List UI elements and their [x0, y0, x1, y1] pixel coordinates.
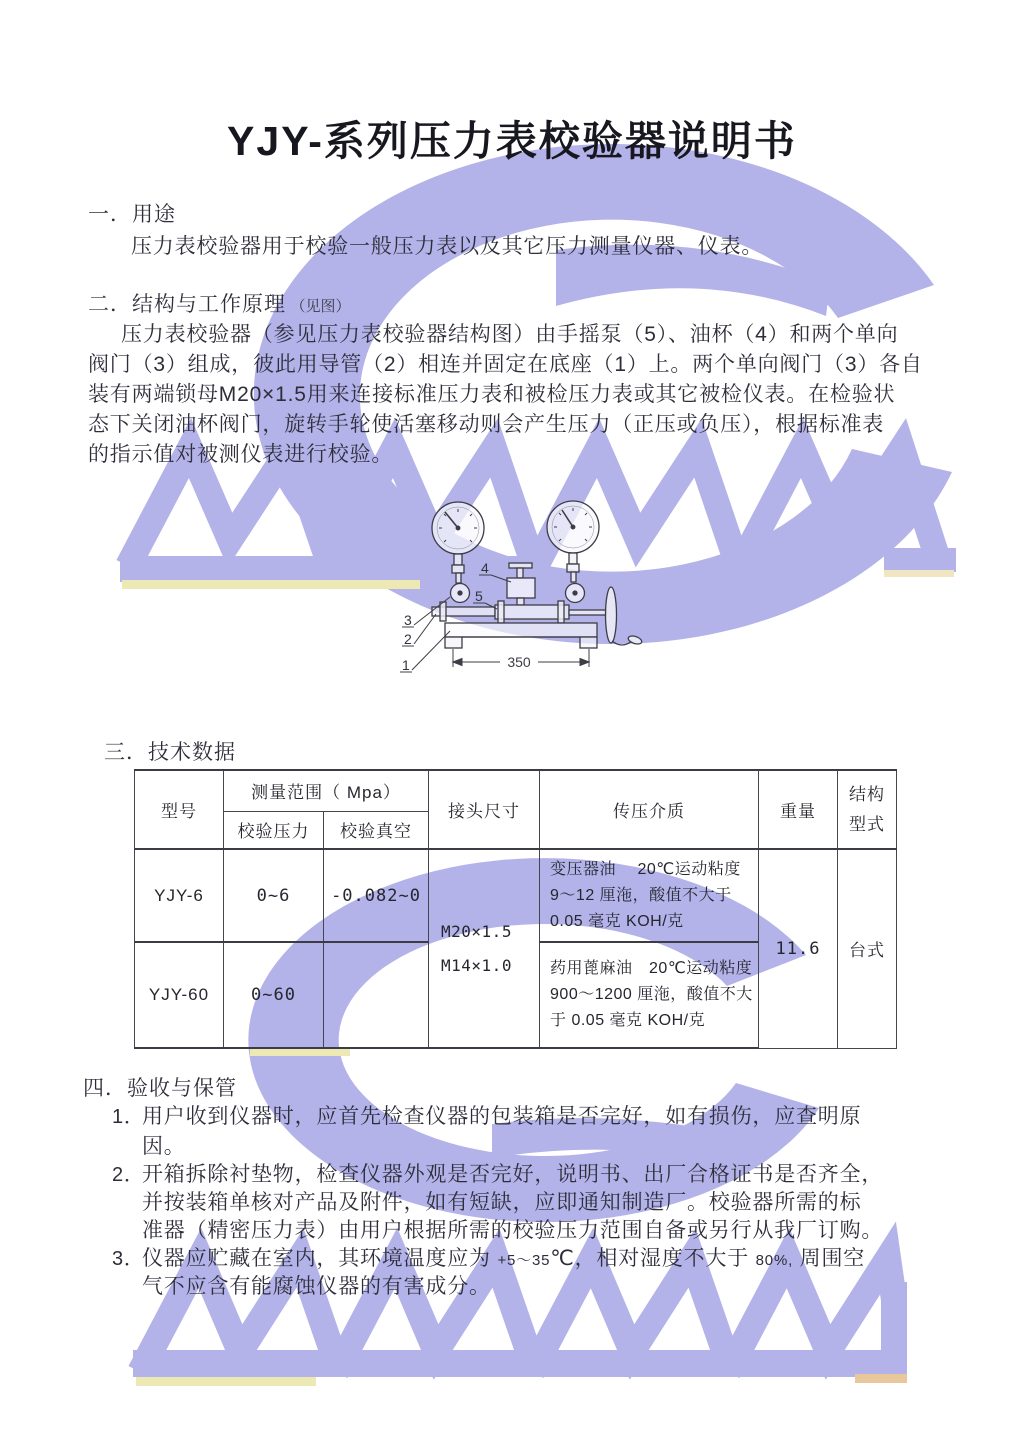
spec-table [134, 769, 897, 1049]
item3-seg5: 周围空 [793, 1247, 866, 1270]
section3-heading: 三．技术数据 [104, 741, 236, 764]
cell-pressure-yjy6: 0~6 [224, 849, 324, 942]
section2-line3: 装有两端锁母M20×1.5用来连接标准压力表和被检压力表或其它被检仪表。在检验状 [88, 383, 896, 406]
section2-line1: 压力表校验器（参见压力表校验器结构图）由手摇泵（5）、油杯（4）和两个单向 [121, 323, 899, 346]
section1-heading: 一．用途 [88, 203, 176, 226]
header-range-group: 测量范围（ Mpa） [224, 770, 429, 811]
storage-item1-line1 [112, 1100, 861, 1130]
medium-yjy6-line2: 9～12 厘沲，酸值不大于 [550, 886, 732, 904]
item3-seg3: ℃，相对湿度不大于 [550, 1247, 756, 1270]
cell-vacuum-yjy60 [324, 942, 429, 1048]
storage-item2-line3: 准器（精密压力表）由用户根据所需的校验压力范围自备或另行从我厂订购。 [142, 1219, 884, 1242]
storage-item3-line1 [112, 1242, 865, 1272]
section1-body: 压力表校验器用于校验一般压力表以及其它压力测量仪器、仪表。 [131, 235, 764, 258]
label-4: 4 [481, 560, 489, 576]
item2-number: 2． [112, 1164, 145, 1186]
label-2: 2 [404, 631, 412, 647]
dimension-350 [453, 649, 589, 670]
header-model: 型号 [135, 770, 224, 849]
storage-item3-line2: 气不应含有能腐蚀仪器的有害成分。 [142, 1275, 491, 1298]
oil-cup [507, 578, 535, 598]
item3-humidity: 80%, [755, 1252, 794, 1269]
medium-yjy60-line1: 药用蓖麻油 20℃运动粘度 [550, 960, 753, 977]
item2-text1: 开箱拆除衬垫物，检查仪器外观是否完好，说明书、出厂合格证书是否齐全， [142, 1163, 884, 1186]
label-3: 3 [404, 612, 412, 628]
cell-weight: 11.6 [759, 849, 838, 1048]
calibrator-structure-diagram [378, 483, 658, 688]
page-title: YJY-系列压力表校验器说明书 [227, 118, 797, 164]
item3-temp-range: +5～35 [497, 1252, 551, 1269]
section2-line2: 阀门（3）组成，彼此用导管（2）相连并固定在底座（1）上。两个单向阀门（3）各自 [88, 353, 923, 376]
cell-medium-yjy60 [540, 942, 759, 1048]
medium-yjy60-line2: 900～1200 厘沲，酸值不大 [550, 986, 753, 1003]
label-5: 5 [475, 588, 483, 604]
label-1: 1 [402, 657, 410, 673]
header-joint: 接头尺寸 [429, 770, 540, 849]
crank-handle [627, 635, 642, 646]
cell-medium-yjy6 [540, 849, 759, 942]
item1-number: 1． [112, 1106, 145, 1128]
section2-heading-text: 二．结构与工作原理 [88, 293, 286, 316]
cell-pressure-yjy60: 0~60 [224, 942, 324, 1048]
joint-size-line2: M14×1.0 [441, 955, 512, 975]
oil-cup-handle [509, 563, 532, 568]
joint-size-line1: M20×1.5 [441, 921, 512, 941]
item3-number: 3． [112, 1248, 145, 1270]
header-medium: 传压介质 [540, 770, 759, 849]
base-plate [445, 623, 597, 637]
handwheel [606, 587, 617, 643]
header-vacuum: 校验真空 [324, 811, 429, 849]
cell-vacuum-yjy6: -0.082~0 [324, 849, 429, 942]
storage-item2-line2: 并按装箱单核对产品及附件，如有短缺，应即通知制造厂。校验器所需的标 [142, 1191, 862, 1214]
section2-line5: 的指示值对被测仪表进行校验。 [88, 443, 394, 466]
storage-item1-line2: 因。 [142, 1135, 186, 1158]
cell-joint-size [429, 849, 540, 1048]
section2-heading [88, 288, 350, 318]
storage-item2-line1 [112, 1158, 883, 1188]
cell-model-yjy60: YJY-60 [135, 942, 224, 1048]
section4-heading: 四．验收与保管 [83, 1077, 237, 1100]
cell-structure-type: 台式 [838, 849, 897, 1048]
section2-heading-note: （见图） [290, 298, 351, 315]
cell-model-yjy6: YJY-6 [135, 849, 224, 942]
header-structure-line1: 结构 [849, 784, 886, 804]
item1-text1: 用户收到仪器时，应首先检查仪器的包装箱是否完好，如有损伤，应查明原 [142, 1105, 862, 1128]
item3-seg1: 仪器应贮藏在室内，其环境温度应为 [142, 1247, 498, 1270]
header-weight: 重量 [759, 770, 838, 849]
medium-yjy60-line3: 于 0.05 毫克 KOH/克 [550, 1012, 706, 1029]
medium-yjy6-line1: 变压器油 20℃运动粘度 [550, 860, 741, 878]
header-structure [838, 770, 897, 849]
header-pressure: 校验压力 [224, 811, 324, 849]
header-structure-line2: 型式 [849, 814, 886, 834]
section2-line4: 态下关闭油杯阀门，旋转手轮使活塞移动则会产生压力（正压或负压），根据标准表 [88, 413, 885, 436]
dimension-label: 350 [507, 654, 531, 670]
medium-yjy6-line3: 0.05 毫克 KOH/克 [550, 912, 684, 930]
